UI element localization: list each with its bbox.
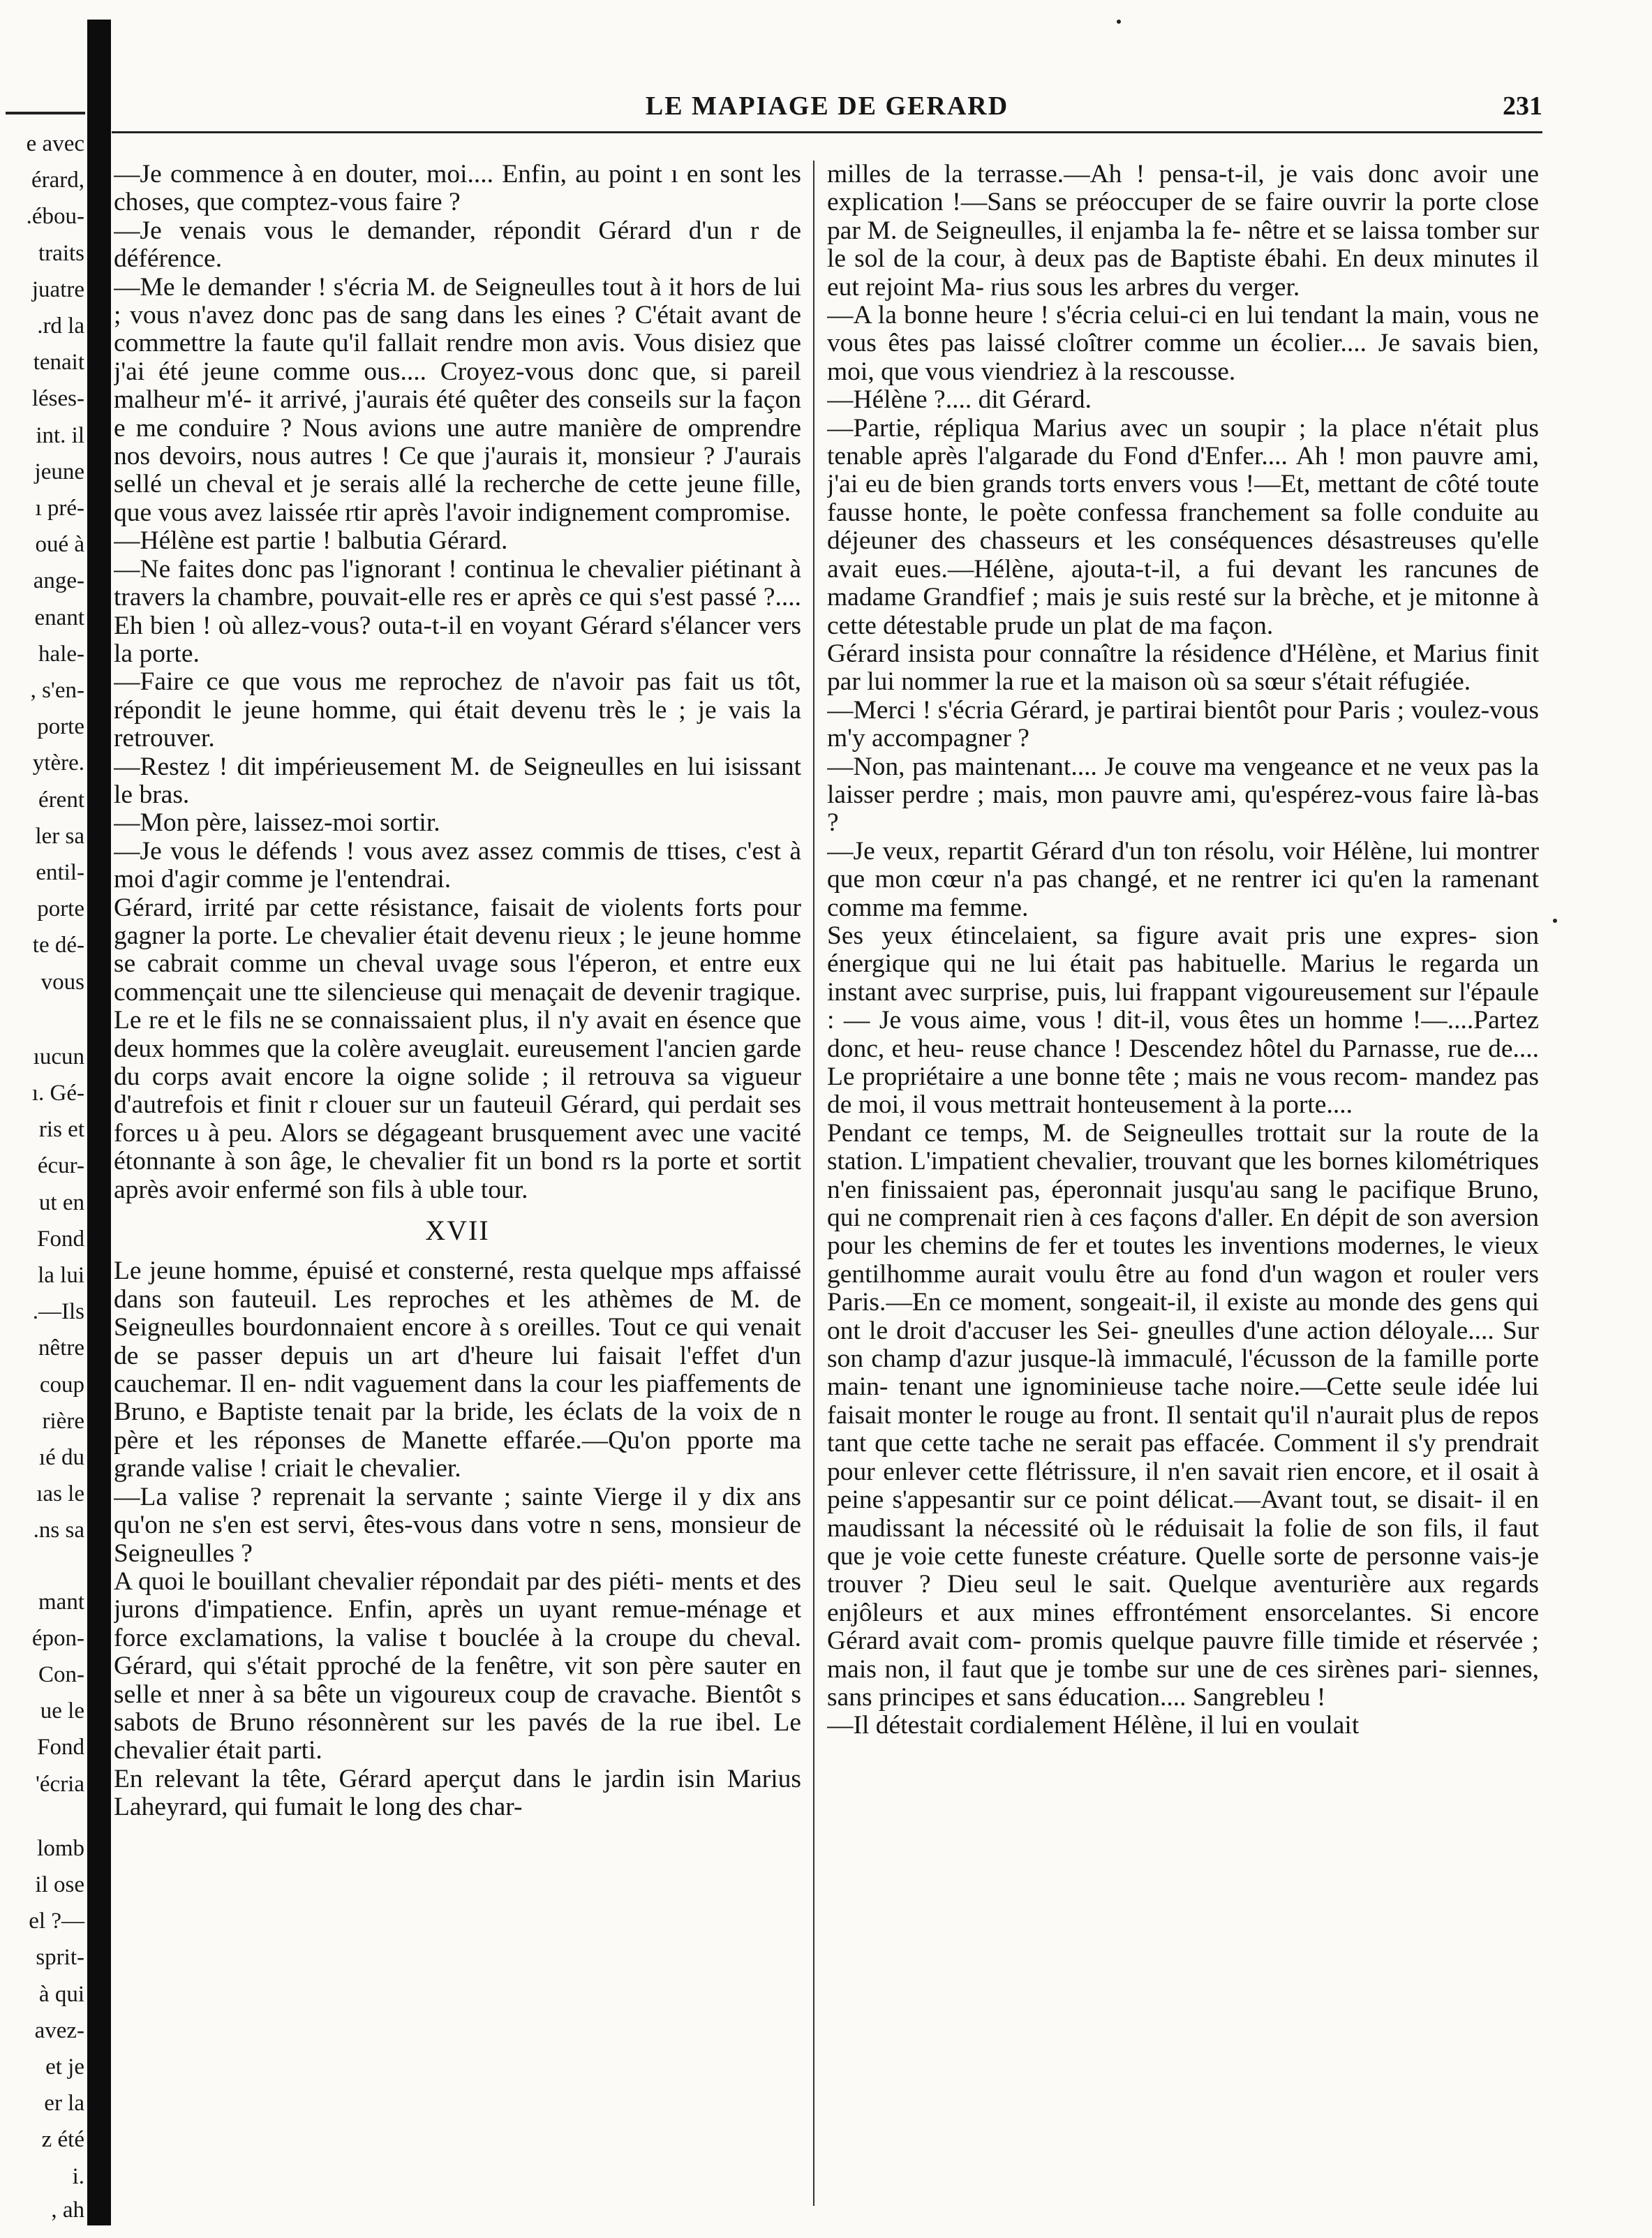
page-number: 231 bbox=[1503, 91, 1542, 121]
gutter-line: ue le bbox=[40, 1698, 84, 1724]
paragraph: —Me le demander ! s'écria M. de Seigneulles tout à it hors de lui ; vous n'avez donc pas de sang dans les eines ? C'était avant de commettre la faute qu'il fallait rendre mon avis. Vous disiez que j'ai été jeune comme ous.... Croyez-vous donc que, si pareil malheur m'é- it arrivé, j'aurais été quêter des conseils sur la façon e me conduire ? Nous avions une autre manière de omprendre nos devoirs, nous autres ! Ce que j'aurais it, monsieur ? J'aurais sellé un cheval et je serais allé la recherche de cette jeune fille, que vous avez laissée rtir après l'avoir indignement compromise. bbox=[114, 272, 801, 527]
paragraph: —Merci ! s'écria Gérard, je partirai bientôt pour Paris ; voulez-vous m'y accompagner ? bbox=[827, 695, 1539, 753]
left-paragraphs bbox=[114, 161, 801, 1204]
column-divider bbox=[813, 161, 814, 2206]
gutter-line: tenait bbox=[33, 350, 84, 376]
gutter-line: .—Ils bbox=[32, 1299, 84, 1325]
gutter-line: te dé- bbox=[32, 933, 84, 958]
gutter-rule bbox=[6, 112, 85, 114]
gutter-line: .ébou- bbox=[26, 204, 84, 230]
gutter-line: avez- bbox=[34, 2017, 84, 2043]
gutter-line: , s'en- bbox=[30, 678, 84, 703]
gutter-line: ıé du bbox=[38, 1445, 84, 1470]
gutter-line: et je bbox=[45, 2054, 84, 2080]
gutter-line: rière bbox=[42, 1408, 84, 1434]
gutter-line: coup bbox=[39, 1372, 84, 1398]
gutter-line: .ns sa bbox=[33, 1518, 84, 1543]
left-column bbox=[114, 161, 801, 2206]
right-paragraphs bbox=[827, 161, 1539, 1740]
gutter-line: épon- bbox=[31, 1625, 84, 1651]
gutter-line: érard, bbox=[31, 168, 84, 193]
gutter-line: i. bbox=[72, 2163, 84, 2189]
header-rule bbox=[112, 131, 1542, 133]
running-title: LE MAPIAGE DE GERARD bbox=[645, 91, 1009, 121]
paragraph: Pendant ce temps, M. de Seigneulles trottait sur la route de la station. L'impatient chevalier, trouvant que les bornes kilométriques n'en finissaient pas, éperonnait jusqu'au sang le pacifique Bruno, qui ne comprenait rien à ces façons d'aller. En dépit de son aversion pour les chemins de fer et toutes les inventions modernes, le vieux gentilhomme aurait voulu être au fond d'un wagon et rouler vers Paris.—En ce moment, songeait-il, il existe au monde des gens qui ont le droit d'accuser les Sei- gneulles d'une action déloyale.... Sur son champ d'azur jusque-là immaculé, l'écusson de la famille porte main- tenant une ignominieuse tache noire.—Cette seule idée lui faisait monter le rouge au front. Il sentait qu'il n'aurait plus de repos tant que cette tache ne serait pas effacée. Comment il s'y prendrait pour enlever cette flétrissure, il n'en savait rien encore, et il osait à peine s'appesantir sur ce point délicat.—Avant tout, se disait- il en maudissant la nécessité où le réduisait la folie de son fils, il faut que je voie cette funeste créature. Quelle sorte de personne vais-je trouver ? Dieu seul le sait. Quelque aventurière aux regards enjôleurs et aux mines effrontément ensorcelantes. Si encore Gérard avait com- promis quelque pauvre fille timide et réservée ; mais non, il faut que je tombe sur une de ces sirènes pari- siennes, sans principes et sans éducation.... Sangrebleu ! bbox=[827, 1118, 1539, 1712]
gutter-line: ange- bbox=[33, 568, 84, 594]
gutter-line: léses- bbox=[31, 386, 84, 412]
gutter-line: entil- bbox=[36, 860, 84, 885]
gutter-line: Fond bbox=[37, 1735, 84, 1761]
gutter-line: er la bbox=[44, 2091, 84, 2117]
binding-shadow bbox=[87, 20, 111, 2225]
gutter-line: enant bbox=[34, 605, 84, 630]
gutter-line: Fond bbox=[37, 1226, 84, 1252]
paragraph: —Je veux, repartit Gérard d'un ton résolu, voir Hélène, lui montrer que mon cœur n'a pas changé, et ne rentrer ici qu'en la ramenant comme ma femme. bbox=[827, 836, 1539, 922]
paragraph: —A la bonne heure ! s'écria celui-ci en lui tendant la main, vous ne vous êtes pas laissé cloîtrer comme un écolier.... Je savais bien, moi, que vous viendriez à la rescousse. bbox=[827, 301, 1539, 386]
gutter-line: hale- bbox=[38, 641, 84, 667]
paragraph: —La valise ? reprenait la servante ; sainte Vierge il y dix ans qu'on ne s'en est servi, êtes-vous dans votre n sens, monsieur de Seigneulles ? bbox=[114, 1482, 801, 1568]
paragraph: —Hélène ?.... dit Gérard. bbox=[827, 385, 1092, 415]
paragraph: En relevant la tête, Gérard aperçut dans le jardin isin Marius Laheyrard, qui fumait le long des char- bbox=[114, 1764, 801, 1822]
gutter-line: la lui bbox=[38, 1263, 84, 1288]
gutter-line: , ah bbox=[51, 2198, 84, 2223]
gutter-line: écur- bbox=[37, 1153, 84, 1179]
paragraph: —Je commence à en douter, moi.... Enfin, au point ı en sont les choses, que comptez-vous faire ? bbox=[114, 161, 801, 217]
paragraph: —Hélène est partie ! balbutia Gérard. bbox=[114, 526, 508, 556]
paragraph: —Partie, répliqua Marius avec un soupir ; la place n'était plus tenable après l'algarade du Fond d'Enfer.... Ah ! mon pauvre ami, j'ai eu de bien grands torts envers vous !—Et, mettant de côté toute fausse honte, le poète confessa franchement sa folle conduite au déjeuner des chasseurs et les conséquences désastreuses qu'elle avait eues.—Hélène, ajouta-t-il, a fui devant les rancunes de madame Grandfief ; mais je suis resté sur la brèche, et je mitonne à cette détestable prude un plat de ma façon. bbox=[827, 413, 1539, 640]
page-header bbox=[112, 91, 1542, 133]
gutter-line: el ?— bbox=[29, 1909, 84, 1934]
gutter-line: porte bbox=[37, 896, 84, 922]
gutter-line: lomb bbox=[37, 1835, 84, 1861]
gutter-line: 'écria bbox=[35, 1771, 84, 1797]
right-column bbox=[827, 161, 1539, 2206]
paragraph: —Restez ! dit impérieusement M. de Seigneulles en lui isissant le bras. bbox=[114, 752, 801, 809]
gutter-line: juatre bbox=[31, 276, 84, 302]
gutter-line: int. il bbox=[36, 422, 84, 448]
gutter-line: ut en bbox=[38, 1190, 84, 1215]
gutter-line: z été bbox=[41, 2127, 84, 2153]
paragraph: —Mon père, laissez-moi sortir. bbox=[114, 808, 440, 838]
paragraph: —Je vous le défends ! vous avez assez commis de ttises, c'est à moi d'agir comme je l'entendrai. bbox=[114, 836, 801, 894]
paragraph: Ses yeux étincelaient, sa figure avait pris une expres- sion énergique qui ne lui était pas habituelle. Marius le regarda un instant avec surprise, puis, lui frappant vigoureusement sur l'épaule : — Je vous aime, vous ! dit-il, vous êtes un homme !—....Partez donc, et heu- reuse chance ! Descendez hôtel du Parnasse, rue de.... Le propriétaire a une bonne tête ; mais ne vous recom- mandez pas de moi, il vous mettrait honteusement à la porte.... bbox=[827, 921, 1539, 1120]
gutter-line: jeune bbox=[34, 459, 84, 484]
gutter-line: Con- bbox=[38, 1662, 84, 1687]
gutter-line: mant bbox=[38, 1589, 84, 1615]
gutter-line: ris et bbox=[38, 1117, 84, 1143]
paragraph: Le jeune homme, épuisé et consterné, resta quelque mps affaissé dans son fauteuil. Les reproches et les athèmes de M. de Seigneulles bourdonnaient encore à s oreilles. Tout ce qui venait de se passer depuis un art d'heure lui faisait l'effet d'un cauchemar. Il en- ndit vaguement dans la cour les piaffements de Bruno, e Baptiste tenait par la bride, les éclats de la voix de n père et les réponses de Manette effarée.—Qu'on pporte ma grande valise ! criait le chevalier. bbox=[114, 1257, 801, 1483]
chapter-heading: XVII bbox=[425, 1215, 490, 1247]
gutter-line: vous bbox=[40, 969, 84, 995]
paragraph: —Non, pas maintenant.... Je couve ma vengeance et ne veux pas la laisser perdre ; mais, mon pauvre ami, qu'espérez-vous faire là-bas ? bbox=[827, 752, 1539, 838]
paragraph: —Il détestait cordialement Hélène, il lui en voulait bbox=[827, 1711, 1360, 1740]
gutter-line: il ose bbox=[35, 1872, 84, 1897]
paragraph: Gérard, irrité par cette résistance, faisait de violents forts pour gagner la porte. Le chevalier était devenu rieux ; le jeune homme se cabrait comme un cheval uvage sous l'éperon, et entre eux commençait une tte silencieuse qui menaçait de devenir tragique. Le re et le fils ne se connaissaient plus, il n'y avait en ésence que deux hommes que la colère aveuglait. eureusement l'ancien garde du corps avait encore la oigne solide ; il retrouva sa vigueur d'autrefois et finit r clouer sur un fauteuil Gérard, qui perdait ses forces u à peu. Alors se dégageant brusquement avec une vacité étonnante à son âge, le chevalier fit un bond rs la porte et sortit après avoir enfermé son fils à uble tour. bbox=[114, 893, 801, 1204]
paragraph: —Je venais vous le demander, répondit Gérard d'un r de déférence. bbox=[114, 216, 801, 274]
gutter-line: érent bbox=[38, 787, 84, 813]
gutter-line: nêtre bbox=[38, 1335, 84, 1361]
paragraph: Gérard insista pour connaître la résidence d'Hélène, et Marius finit par lui nommer la rue et la maison où sa sœur s'était réfugiée. bbox=[827, 639, 1539, 697]
gutter-line: à qui bbox=[38, 1981, 84, 2007]
speck bbox=[1553, 919, 1557, 923]
gutter-line: e avec bbox=[26, 131, 84, 156]
gutter-line: ı pré- bbox=[35, 496, 84, 521]
gutter-line: ıucun bbox=[33, 1044, 84, 1069]
paragraph: A quoi le bouillant chevalier répondait par des piéti- ments et des jurons d'impatience. Enfin, après un uyant remue-ménage et force exclamations, la valise t bouclée à la croupe du cheval. Gérard, qui s'était pproché de la fenêtre, vit son père sauter en selle et nner à sa bête un vigoureux coup de cravache. Bientôt s sabots de Bruno résonnèrent sur les pavés de la rue ibel. Le chevalier était parti. bbox=[114, 1566, 801, 1765]
gutter-line: ler sa bbox=[35, 823, 84, 849]
gutter-line: ytère. bbox=[32, 750, 84, 776]
gutter-line: traits bbox=[38, 240, 84, 266]
speck bbox=[1117, 20, 1121, 24]
gutter-line: porte bbox=[37, 714, 84, 740]
gutter-line: .rd la bbox=[37, 313, 84, 339]
gutter-line: ı. Gé- bbox=[31, 1081, 84, 1106]
left-paragraphs-after bbox=[114, 1257, 801, 1821]
left-gutter-fragment bbox=[0, 0, 87, 2238]
paragraph: —Ne faites donc pas l'ignorant ! continua le chevalier piétinant à travers la chambre, pouvait-elle res er après ce qui s'est passé ?.... Eh bien ! où allez-vous? outa-t-il en voyant Gérard s'élancer vers la porte. bbox=[114, 554, 801, 668]
paragraph: milles de la terrasse.—Ah ! pensa-t-il, je vais donc avoir une explication !—Sans se préoccuper de se faire ouvrir la porte close par M. de Seigneulles, il enjamba la fe- nêtre et se laissa tomber sur le sol de la cour, à deux pas de Baptiste ébahi. En deux minutes il eut rejoint Ma- rius sous les arbres du verger. bbox=[827, 161, 1539, 302]
paragraph: —Faire ce que vous me reprochez de n'avoir pas fait us tôt, répondit le jeune homme, qui était devenu très le ; je vais la retrouver. bbox=[114, 667, 801, 753]
gutter-line: sprit- bbox=[36, 1945, 84, 1971]
gutter-line: ıas le bbox=[36, 1481, 84, 1507]
gutter-line: oué à bbox=[35, 532, 84, 558]
